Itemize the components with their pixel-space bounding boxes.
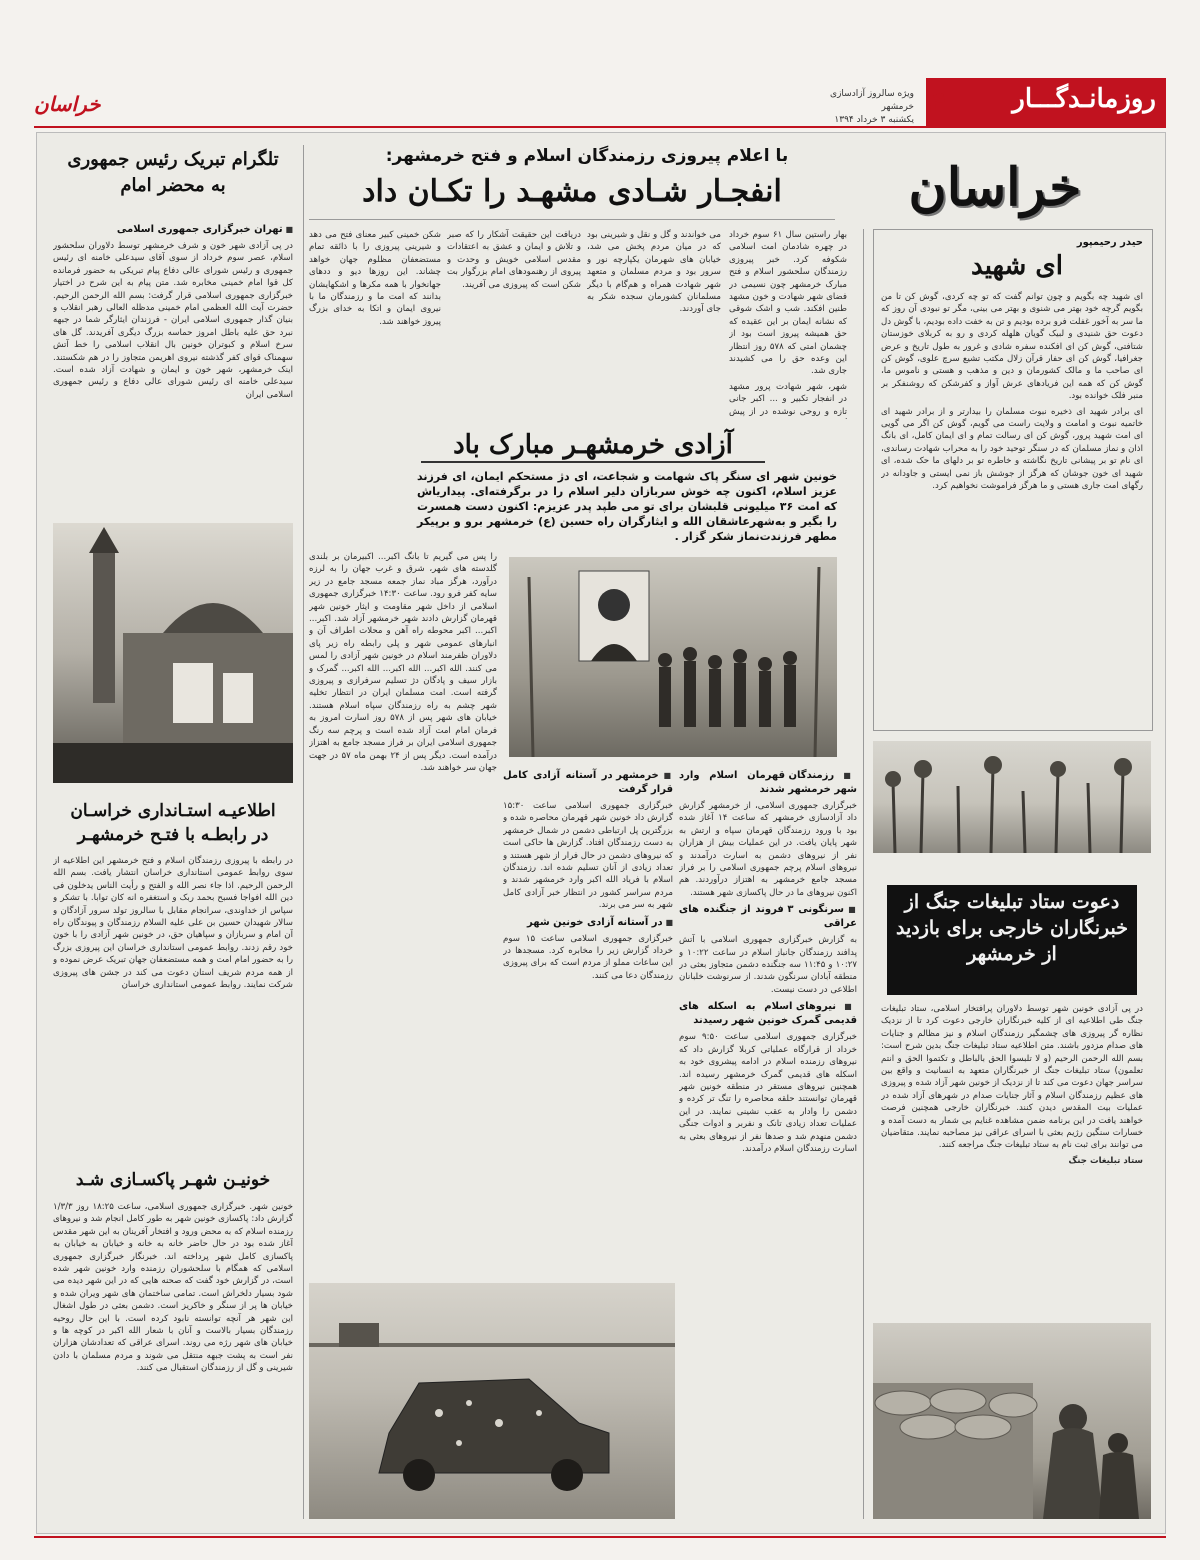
liberation-headline: آزادی خرمشهـر مبارک باد [421,429,765,463]
martyr-title: ای شهید [971,251,1063,281]
section-title: روزمانـدگـــار [1012,84,1156,114]
news-item-text: خبرگزاری جمهوری اسلامی ساعت ۹:۵۰ سوم خرداد از قرارگاه عملیاتی کربلا گزارش داد که نیروهای رزمنده اسلام در ادامه پیشروی خود به اسکله های قدیمی گمرک خرمشهر رسیده اند. همچنین نیروهای مستقر در منطقه خونین شهر قهرمان توانستند حلقه محاصره را تنگ تر کرده و دشمن را وادار به عقب نشینی نمایند. در این عملیات تعداد زیادی تانک و نفربر و ادوات جنگی دشمن منهدم شد و صدها نفر از نیروهای بعثی به اسارت رزمندگان اسلام درآمدند. [679,1032,857,1154]
telegram-source: ■ تهران خبرگزاری جمهوری اسلامی [53,223,293,237]
news-item-title: ■ سرنگونی ۳ فروند از جنگنده های عراقی [679,903,857,931]
masthead-rule [34,126,1166,128]
news-item [679,1000,857,1155]
paper-logo: خراسان [908,157,1082,218]
martyr-byline: حیدر رحیمپور [1076,237,1143,248]
main-story-col-4 [309,229,441,419]
main-headline: انفجـار شـادی مشهـد را تکـان داد [362,174,782,209]
edition-info [814,88,914,127]
khunin-shahr-title: خونیـن شهـر پاکسـازی شـد [75,1170,271,1190]
martyr-paragraph: ای شهید چه بگویم و چون توانم گفت که تو چه کردی، گوش کن تا من بگویم گرچه خود بهتر می شنوی و بهتر می بینی، مگر تو نبودی آن روز که ما سر به آخور غفلت فرو برده بودیم و تن به خفت داده بودیم، با گوش دل دعوت حق شنیدی و لبیک گویان هلهله کردی و رو به کربلای خوزستان شتافتی، گوش کن ای افکنده سفره شادی و غرور به طول تاریخ و عرض جغرافیا، گوش کن ای حفار قرآن زلال مکتب تشیع سرچ علوی، گوش کن ای صاحب ما و مالک کشورمان و دین و مذهب و هستی و ناموس ما، گوش کن که همه این فریادهای عرش آواز و کفرشکن که روشنفکر بر منبر فلک خوانده بود. [881,292,1143,402]
headline-rule [309,219,835,220]
martyr-paragraph: ای برادر شهید ای ذخیره نبوت مسلمان را بیدارتر و از برادر شهید ای خاتمیه نبوت و امامت و ولایت راست می گویم، گوش کن اگر می گویی ای امت شهید پرور، گوش کن ای رسالت تمام و ای ایمان کامل، ای بانگ اذان و نماز مسلمان که در سنگر توحید خود را به محراب شهادت رساندی، ای نام تو بر پیشانی تاریخ نگاشته و خاطره تو بر دلهای ما حک شده، ای شهید ای خون جوشان که هرگز از جوشش باز نمی ایستی و جاودانه در رگهای امت جاری هستی و ما هرگز فراموشت نخواهیم کرد. [881,406,1143,492]
governorate-title [53,799,293,847]
news-item-title: ■ نیروهای اسلام به اسکله های قدیمی گمرک خونین شهر رسیدند [679,1000,857,1028]
governorate-title-line: اطلاعیـه استـانداری خراسـان [70,801,276,821]
governorate-text [53,855,293,1155]
news-item-text: خبرگزاری جمهوری اسلامی، از خرمشهر گزارش داد آزادسازی خرمشهر که ساعت ۱۴ آغاز شده بود با ورود رزمندگان قهرمان سپاه و ارتش به شهر پایان یافت. در این عملیات بیش از هزاران نفر از نیروهای دشمن به اسارت درآمدند و نیروهای اسلام پرچم جمهوری اسلامی را بر فراز مسجد جامع خرمشهر به اهتزاز درآوردند. هم اکنون نیروهای ما در حال پاکسازی شهر هستند. [679,801,857,898]
palm-grove-photo [873,741,1151,853]
main-story-paragraph: دریافت این حقیقت آشکار را که صبر و تلاش و ایمان و عشق به اعتقادات مقدس اسلامی خویش و وحدت و پیروی از رهنمودهای امام بزرگوار بت شکن است که پیروزی می آفریند. [447,230,581,290]
burned-car-illustration [309,1283,675,1519]
telegram-title [53,147,293,199]
page-number: ۴ [926,86,946,121]
paper-logo-small: خراسان [34,92,101,116]
news-item-text: به گزارش خبرگزاری جمهوری اسلامی با آتش پدافند رزمندگان جانباز اسلام در ساعت ۱۰:۲۲ و ۱۰:۲۷ و ۱۱:۴۵ سه جنگنده دشمن متجاوز بعثی در منطقه آبادان سرنگون شدند. از سرنوشت خلبانان اطلاعی در دست نیست. [679,935,857,995]
main-story-paragraph: می خواندند و گل و نقل و شیرینی بود که در میان مردم پخش می شد، خیابان های شهرمان یکپارچه نور و سرور بود و مردم مسلمان و متعهد شهر شهادت همراه و هم‌گام با دیگر مسلمانان کشورمان سجده شکر به جای آوردند. [587,230,721,315]
imam-poster-photo [509,557,837,757]
news-column-middle [503,765,673,1325]
marching-crowd-illustration [509,557,837,757]
invitation-signature: ستاد تبلیغات جنگ [1068,1155,1143,1166]
news-item [503,769,673,912]
mosque-illustration [53,523,293,783]
news-item-text: خبرگزاری جمهوری اسلامی ساعت ۱۵ سوم خرداد گزارش زیر را مخابره کرد. مسجدها در این ساعات مملو از مردم است که برای پیروزی رزمندگان دعا می کنند. [503,933,673,981]
column-divider [303,145,304,1519]
masthead [34,78,1166,128]
bottom-rule [34,1536,1166,1538]
main-story-paragraph: بهار راستین سال ۶۱ سوم خرداد در چهره شادمان امت اسلامی شکوفه کرد. خبر پیروزی رزمندگان سلحشور اسلام و فتح مبارک خرمشهر چون نسیمی در فضای شهر شهادت و خون مشهد طنین افکند. شب و اشک شوقی که نشانه ایمان بر این عقیده که حق همیشه پیروز است بود از چشمان امتی که ۵۷۸ روز انتظار این وعده حق را می کشیدند جاری شد. [729,230,847,377]
main-story-paragraph: شکن خمینی کبیر معنای فتح می دهد و شیرینی پیروزی را با ذائقه تمام مستضعفان مظلوم جهان خواهد چشاند. این روزها دیو و ددهای جهانخوار با همه مکرها و اشکهایشان بدانند که امت ما و رزمندگان ما با نیروی ایمان و اتکا به خدای بزرگ پیروز خواهند شد. [309,230,441,327]
news-item [503,916,673,983]
telegram-title-line: به محضر امام [120,175,226,196]
governorate-title-line: در رابطـه با فتـح خرمشهـر [77,825,269,845]
news-column-right [679,765,857,1519]
news-item-text: خبرگزاری جمهوری اسلامی ساعت ۱۵:۳۰ گزارش داد خونین شهر قهرمان محاصره شده و بزرگترین پل ارتباطی دشمن در شمال خرمشهر به دست رزمندگان افتاد. گزارش ها حاکی است که نیروهای دشمن در حال فرار از شهر هستند و تعداد زیادی از آنان تسلیم شده اند. رزمندگان اسلام با فریاد الله اکبر وارد خرمشهر شدند و مردم سراسر کشور در انتظار خبر آزادی کامل شهر به سر می برند. [503,801,673,911]
main-story-col-3 [447,229,581,419]
main-story-col-2 [587,229,721,419]
edition-line: ویژه سالروز آزادسازی خرمشهر [830,89,914,112]
liberation-lead: خونین شهر ای سنگر پاک شهامت و شجاعت، ای دژ مستحکم ایمان، ای فرزند عزیز اسلام، اکنون چه خوش سربازان دلیر اسلام را در برگرفته‌ای. پیداریاش که امت ۳۶ میلیونی قلبشان برای تو می طپد پدر عزیزم: اکنون دست همسرت را بگیر و به‌شهرعاشقان الله و ایثارگران راه حسین (ع) خرمشهر برو و برپیکر مطهر فرزندت‌نماز شکر گزار . [417,470,837,543]
invitation-title: دعوت ستاد تبلیغات جنگ از خبرنگاران خارجی برای بازدید از خرمشهر [887,885,1137,995]
liberation-paragraph: را پس می گیریم تا بانگ اکبر... اکبیرمان بر بلندی گلدسته های شهر، شرق و غرب جهان را به لرزه درآورد، هرگز مباد نماز جمعه مسجد جامع در زیر سایه کفر فرو رود. ساعت ۱۴:۳۰ خبرگزاری جمهوری اسلامی از داخل شهر مقاومت و ایثار خونین شهر قهرمان گزارش دادند شهر خرمشهر آزاد شد. اکبر... اکبر... اکبر محوطه راه آهن و محلات اطراف آن و انبارهای عمومی شهر و پلی رابطه راه زیر پای دلاوران ظفرمند اسلام در خونین شهر آزادی را لمس می کنند. الله اکبر... الله اکبر... الله اکبر... گمرک و بازار سیف و پادگان دژ تسلیم سرفرازی و پیروزی گرفته است. امت مسلمان ایران در انتظار تخلیه شهر چشم به راه رزمندگان سپاه اسلام هستند. خیابان های شهر پس از ۵۷۸ روز اسارت امروز به فرمان امام امت آزاد شده است و پرچم سه رنگ جمهوری اسلامی ایران بر فراز مسجد جامع به اهتزاز درآمده است. دیگر پس از ۲۴ بهمن ماه ۵۷ در جهت جهان سر خواهند شد. [309,552,497,773]
destroyed-car-photo [309,1283,675,1519]
mosque-photo [53,523,293,783]
news-item-title: ■ رزمندگان قهرمان اسلام وارد شهر خرمشهر شدند [679,769,857,797]
telegram-paragraph: در پی آزادی شهر خون و شرف خرمشهر توسط دلاوران سلحشور اسلام، عصر سوم خرداد از سوی آقای سیدعلی خامنه ای رئیس جمهوری و رئیس شورای عالی دفاع پیام تبریکی به حضور فرمانده کل قوا امام خمینی مخابره شد. متن پیام به این شرح در اختیار خبرگزاری جمهوری اسلامی قرار گرفت: بسم الله الرحمن الرحیم. حضرت آیت الله العظمی امام خمینی مدظله العالی رهبر انقلاب و بنیان گذار جمهوری اسلامی ایران - فرزندان ایثارگر شما در جبهه نبرد حق علیه باطل امروز حماسه بزرگ دیگری آفریدند. گل های سرخ اسلام و کبوتران خونین بال انقلاب اسلامی را خط آتش سهمناک قوای کفر گذشته نیروی اهریمن متجاوز را در هم شکستند. اینک خرمشهر، شهر خون و ایمان و شهادت آزاد شده است. سیدعلی خامنه ای رئیس شورای عالی دفاع و رئیس جمهوری اسلامی ایران [53,241,293,400]
khunin-shahr-paragraph: خونین شهر. خبرگزاری جمهوری اسلامی، ساعت ۱۸:۲۵ روز ۱/۳/۳ گزارش داد: پاکسازی خونین شهر به طور کامل انجام شد و نیروهای رزمنده اسلام که به محض ورود و افتخار آفرینان به این شهر مقدس آغاز شده بود در حال حاضر خانه به خانه و خیابان به خیابان به پاکسازی کامل شهر پرداخته اند. خبرنگار خبرگزاری جمهوری اسلامی که همگام با سلحشوران رزمنده وارد خونین شهر شده است، در گزارش خود گفت که صحنه هایی که در این شهر دیده می شود بسیار دلخراش است. تمامی ساختمان های شهر ویران شده و خیابان ها پر از سنگر و خاکریز است. دشمن بعثی در طول اشغال این شهر هر آنچه توانسته نابود کرده است. با این حال روحیه رزمندگان بسیار بالاست و آنان با شعار الله اکبر در کوچه ها و خیابان های شهر رژه می روند. اسرای عراقی که تعدادشان هزاران نفر است به پشت جبهه منتقل می شوند و مردم مسلمان با دادن شیرینی و گل از رزمندگان استقبال می کنند. [53,1202,293,1374]
martyr-text [881,291,1143,721]
telegram-title-line: تلگرام تبریک رئیس جمهوری [67,149,279,170]
edition-date: یکشنبه ۳ خرداد ۱۳۹۴ [834,115,914,125]
news-item-title: ■ خرمشهر در آستانه آزادی کامل قرار گرفت [503,769,673,797]
news-item-title: ■ در آستانه آزادی خونین شهر [503,916,673,930]
main-story-col-1 [729,229,847,419]
main-story-paragraph: شهر، شهر شهادت پرور مشهد در انفجار تکبیر و ... اکبر جانی تازه و روحی نوشده در از پیش [729,381,847,417]
news-item [679,769,857,899]
governorate-paragraph: در رابطه با پیروزی رزمندگان اسلام و فتح خرمشهر این اطلاعیه از سوی روابط عمومی استانداری خراسان انتشار یافت. بسم الله الرحمن الرحیم. اذا جاء نصر الله و الفتح و رأیت الناس یدخلون فی دین الله افواجا فسبح بحمد ربک و استغفره انه کان توابا. با تشکر و سپاس از خداوندی، سرانجام مقابل با سالروز تولد سرور آزادگان و سالار شهیدان حسین بن علی علیه السلام رزمندگان و پیوندگان راه آن امام و سربازان و سپاهیان حق، در خونین شهر آزادی را با خون خود رقم زدند. روابط عمومی استانداری خراسان این پیروزی بزرگ را به حضور امام امت و همه مستضعفان جهان تبریک عرض نموده و از همه مردم شریف استان دعوت می کند در جشن های پیروزی شرکت نمایند. روابط عمومی استانداری خراسان [53,856,293,991]
liberation-body [309,551,497,921]
news-item [679,903,857,996]
column-divider [863,229,864,1519]
headline-kicker: با اعلام پیروزی رزمندگان اسلام و فتح خرمشهر: [385,146,789,166]
palm-trunks-illustration [873,741,1151,853]
khunin-shahr-text [53,1201,293,1519]
refugees-photo [873,1323,1151,1519]
sandbag-scene-illustration [873,1323,1151,1519]
invitation-paragraph: در پی آزادی خونین شهر توسط دلاوران پرافتخار اسلامی، ستاد تبلیغات جنگ طی اطلاعیه ای از کلیه خبرنگاران خارجی دعوت کرد تا از نزدیک نظاره گر پیروزی های چشمگیر رزمندگان اسلام و نیز مظالم و جنایات های صدام مزدور باشند. متن اطلاعیه ستاد تبلیغات جنگ بدین شرح است: بسم الله الرحمن الرحیم (و لا تلبسوا الحق بالباطل و تکتموا الحق و انتم تعلمون) ستاد تبلیغات جنگ از خبرنگاران متعهد به انسانیت و واقع بین سراسر جهان دعوت می کند تا از نزدیک از خونین شهر آزاد شده و پیروزی های عظیم رزمندگان اسلام و آثار جنایات صدام در شهرهای آزاد شده در عملیات بیت المقدس دیدن کنند. خبرنگاران خارجی همچنین فرصت خواهند یافت در این برنامه ضمن مشاهده غنایم بی شمار به دست آمده و خسارات سنگین رژیم بعثی با اسرای عراقی نیز مصاحبه نمایند. متقاضیان می توانند برای ثبت نام به ستاد تبلیغات جنگ مراجعه کنند. [881,1004,1143,1151]
archive-page-scan [36,132,1166,1534]
invitation-text [881,1003,1143,1315]
telegram-text [53,219,293,519]
